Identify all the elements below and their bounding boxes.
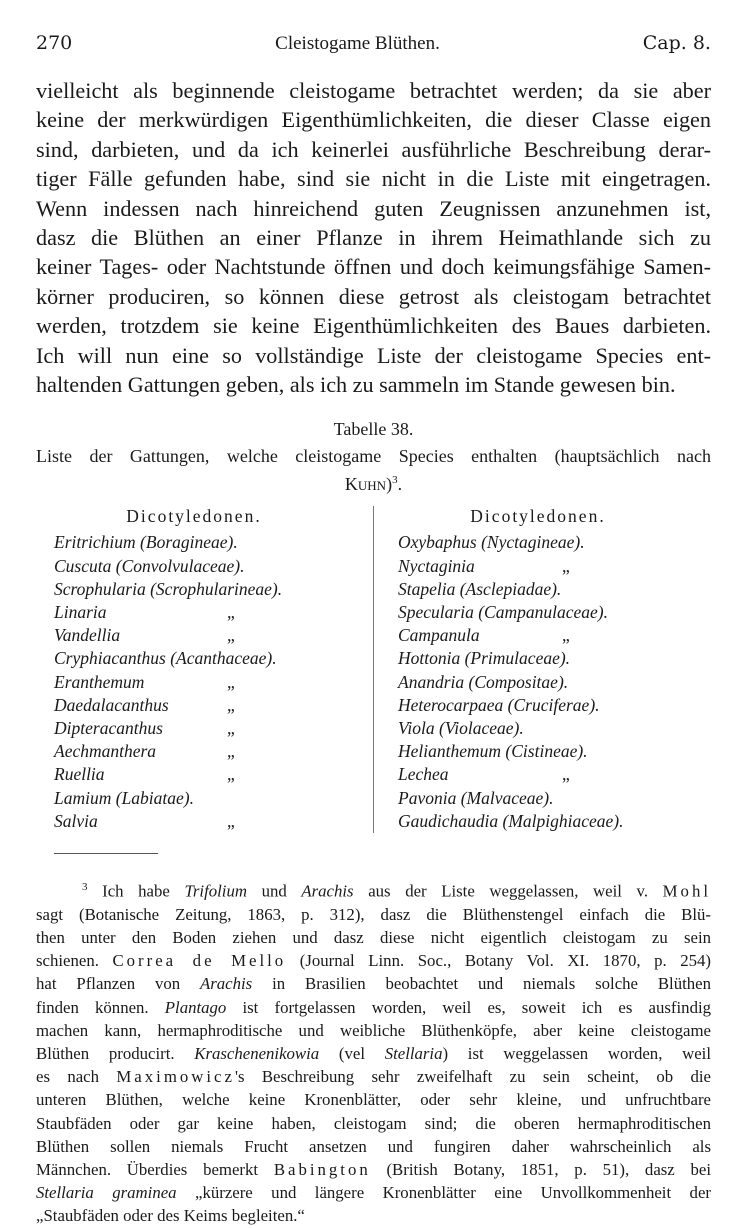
text-line: werden, trotzdem sie keine Eigenthümlichkeiten des Baues darbieten. bbox=[36, 313, 711, 339]
genus-entry bbox=[54, 647, 367, 670]
genus-name: Daedalacanthus bbox=[54, 694, 169, 715]
genus-name: Helianthemum bbox=[398, 741, 502, 762]
footnote-line: Staubfäden oder gar keine haben, cleistogam sind; die oberen hermaphroditischen bbox=[36, 1113, 711, 1133]
footnote-line: schienen. Correa de Mello (Journal Linn. Soc., Botany Vol. XI. 1870, p. 254) bbox=[36, 951, 711, 971]
genus-entry bbox=[54, 694, 367, 717]
footnote-line: Männchen. Überdies bemerkt Babington (British Botany, 1851, p. 51), dasz bei bbox=[36, 1159, 711, 1179]
family-name: (Malvaceae). bbox=[460, 787, 554, 808]
genus-entry bbox=[398, 624, 711, 647]
genera-table bbox=[36, 506, 711, 832]
table-caption bbox=[36, 444, 711, 496]
genus-entry bbox=[54, 555, 367, 578]
chapter-label: Cap. 8. bbox=[642, 32, 711, 54]
family-name: (Boragineae). bbox=[140, 532, 238, 553]
text-line: Ich will nun eine so vollständige Liste der cleistogame Species ent- bbox=[36, 342, 711, 368]
running-title: Cleistogame Blüthen. bbox=[275, 33, 440, 54]
text-line: tiger Fälle gefunden habe, sind sie nicht in die Liste mit eingetragen. bbox=[36, 166, 711, 192]
ditto-mark: „ bbox=[562, 764, 570, 785]
genus-entry bbox=[398, 694, 711, 717]
family-name: (Acanthaceae). bbox=[170, 648, 277, 669]
genus-entry bbox=[54, 601, 367, 624]
footnote-rule bbox=[54, 853, 158, 854]
ditto-mark: „ bbox=[227, 694, 235, 715]
text-line: körner produciren, so können diese getrost als cleistogam betrachtet bbox=[36, 283, 711, 309]
footnote-line: „Staubfäden oder des Keims begleiten.“ bbox=[36, 1206, 305, 1226]
page-number: 270 bbox=[36, 32, 73, 54]
caption-paren: ) bbox=[386, 474, 393, 495]
genus-entry bbox=[398, 531, 711, 554]
genus-name: Lechea bbox=[398, 764, 449, 785]
genus-entry bbox=[54, 531, 367, 554]
genus-name: Campanula bbox=[398, 625, 480, 646]
family-name: (Asclepiadae). bbox=[459, 578, 562, 599]
column-heading: Dicotyledonen. bbox=[126, 506, 262, 527]
genus-entry bbox=[398, 601, 711, 624]
genus-name: Stapelia bbox=[398, 578, 456, 599]
ditto-mark: „ bbox=[562, 555, 570, 576]
genus-entry bbox=[398, 810, 711, 833]
right-column bbox=[373, 506, 711, 832]
genus-entry bbox=[54, 810, 367, 833]
footnote-line: Blüthen sollen niemals Frucht ansetzen und fungiren daher wahrscheinlich als bbox=[36, 1136, 711, 1156]
family-name: (Violaceae). bbox=[439, 717, 524, 738]
footnote bbox=[36, 876, 711, 1228]
ditto-mark: „ bbox=[227, 810, 235, 831]
footnote-line: $^3$ Ich habe Trifolium und Arachis aus der Liste weggelassen, weil v. Mohl bbox=[82, 880, 712, 901]
genus-name: Eritrichium bbox=[54, 532, 136, 553]
footnote-line: sagt (Botanische Zeitung, 1863, p. 312), dasz die Blüthenstengel einfach die Blü- bbox=[36, 904, 711, 924]
genus-name: Gaudichaudia bbox=[398, 810, 499, 831]
genus-name: Dipteracanthus bbox=[54, 717, 163, 738]
genus-entry bbox=[54, 717, 367, 740]
footnote-line: machen kann, hermaphroditische und weibliche Blüthenköpfe, aber keine cleistogame bbox=[36, 1020, 711, 1040]
footnote-line: hat Pflanzen von Arachis in Brasilien beobachtet und niemals solche Blüthen bbox=[36, 974, 711, 994]
genus-name: Aechmanthera bbox=[54, 741, 157, 762]
text-line: Wenn indessen nach hinreichend guten Zeugnissen anzunehmen ist, bbox=[36, 195, 711, 221]
text-line: dasz die Blüthen an einer Pflanze in ihrem Heimathlande sich zu bbox=[36, 225, 711, 251]
footnote-line: Stellaria graminea „kürzere und längere Kronenblätter eine Unvollkommenheit der bbox=[36, 1183, 711, 1203]
ditto-mark: „ bbox=[562, 625, 570, 646]
genus-name: Nyctaginia bbox=[398, 555, 475, 576]
column-heading: Dicotyledonen. bbox=[470, 506, 606, 527]
genus-entry bbox=[54, 787, 367, 810]
genus-name: Eranthemum bbox=[54, 671, 145, 692]
genus-name: Cryphiacanthus bbox=[54, 648, 166, 669]
genus-entry bbox=[398, 555, 711, 578]
genus-name: Vandellia bbox=[54, 625, 121, 646]
footnote-line: unteren Blüthen, welche keine Kronenblätter, oder sehr kleine, und unfruchtbare bbox=[36, 1090, 711, 1110]
genus-name: Linaria bbox=[54, 602, 107, 623]
ditto-mark: „ bbox=[227, 625, 235, 646]
running-head bbox=[36, 32, 711, 62]
genus-entry bbox=[398, 763, 711, 786]
family-name: (Convolvulaceae). bbox=[115, 555, 245, 576]
genus-name: Oxybaphus bbox=[398, 532, 477, 553]
text-line: keiner Tages- oder Nachtstunde öffnen und doch keimungsfähige Samen- bbox=[36, 254, 711, 280]
genus-entry bbox=[398, 578, 711, 601]
genus-name: Pavonia bbox=[398, 787, 457, 808]
left-column bbox=[36, 506, 367, 832]
genus-name: Cuscuta bbox=[54, 555, 112, 576]
body-paragraph bbox=[36, 76, 711, 399]
ditto-mark: „ bbox=[227, 741, 235, 762]
genus-entry bbox=[54, 671, 367, 694]
genus-name: Ruellia bbox=[54, 764, 105, 785]
genus-entry bbox=[54, 763, 367, 786]
genus-name: Lamium bbox=[54, 787, 112, 808]
footnote-line: then unter den Boden ziehen und dasz diese nicht eigentlich cleistogam zu sein bbox=[36, 927, 711, 947]
genus-entry bbox=[398, 671, 711, 694]
genus-entry bbox=[398, 740, 711, 763]
family-name: (Nyctagineae). bbox=[481, 532, 585, 553]
family-name: (Primulaceae). bbox=[464, 648, 571, 669]
footnote-line: es nach Maximowicz's Beschreibung sehr zweifelhaft zu sein scheint, ob die bbox=[36, 1067, 711, 1087]
footnote-line: Blüthen producirt. Kraschenenikowia (vel Stellaria) ist weggelassen worden, weil bbox=[36, 1043, 711, 1063]
caption-author: Kuhn bbox=[344, 474, 387, 495]
genus-name: Viola bbox=[398, 717, 435, 738]
ditto-mark: „ bbox=[227, 764, 235, 785]
table-title: Tabelle 38. bbox=[333, 419, 414, 440]
family-name: (Cistineae). bbox=[505, 741, 588, 762]
genus-name: Hottonia bbox=[398, 648, 461, 669]
family-name: (Malpighiaceae). bbox=[502, 810, 624, 831]
text-line: vielleicht als beginnende cleistogame betrachtet werden; da sie aber bbox=[36, 78, 711, 103]
text-line: keine der merkwürdigen Eigenthümlichkeiten, die dieser Classe eigen bbox=[36, 107, 711, 133]
genus-entry bbox=[54, 578, 367, 601]
family-name: (Cruciferae). bbox=[507, 694, 600, 715]
genus-name: Specularia bbox=[398, 602, 474, 623]
caption-line bbox=[36, 468, 711, 496]
footnote-marker: 3 bbox=[82, 880, 88, 893]
genus-name: Anandria bbox=[398, 671, 465, 692]
family-name: (Labiatae). bbox=[115, 787, 195, 808]
footnote-ref: 3 bbox=[392, 474, 398, 487]
genus-name: Scrophularia bbox=[54, 578, 146, 599]
caption-line: Liste der Gattungen, welche cleistogame Species enthalten (hauptsächlich nach bbox=[36, 446, 711, 467]
ditto-mark: „ bbox=[227, 671, 235, 692]
family-name: (Campanulaceae). bbox=[478, 602, 608, 623]
genus-entry bbox=[54, 624, 367, 647]
genus-entry bbox=[398, 647, 711, 670]
footnote-line: finden können. Plantago ist fortgelassen worden, weil es, soweit ich es ausfindig bbox=[36, 997, 712, 1017]
ditto-mark: „ bbox=[227, 602, 235, 623]
genus-name: Salvia bbox=[54, 810, 98, 831]
genus-entry bbox=[398, 787, 711, 810]
genus-entry bbox=[398, 717, 711, 740]
genus-name: Heterocarpaea bbox=[398, 694, 504, 715]
family-name: (Scrophularineae). bbox=[150, 578, 283, 599]
text-line: sind, darbieten, und da ich keinerlei ausführliche Beschreibung derar- bbox=[36, 136, 711, 162]
text-line: haltenden Gattungen geben, als ich zu sammeln im Stande gewesen bin. bbox=[36, 372, 676, 398]
family-name: (Compositae). bbox=[468, 671, 569, 692]
caption-dot: . bbox=[397, 474, 403, 495]
ditto-mark: „ bbox=[227, 717, 235, 738]
genus-entry bbox=[54, 740, 367, 763]
